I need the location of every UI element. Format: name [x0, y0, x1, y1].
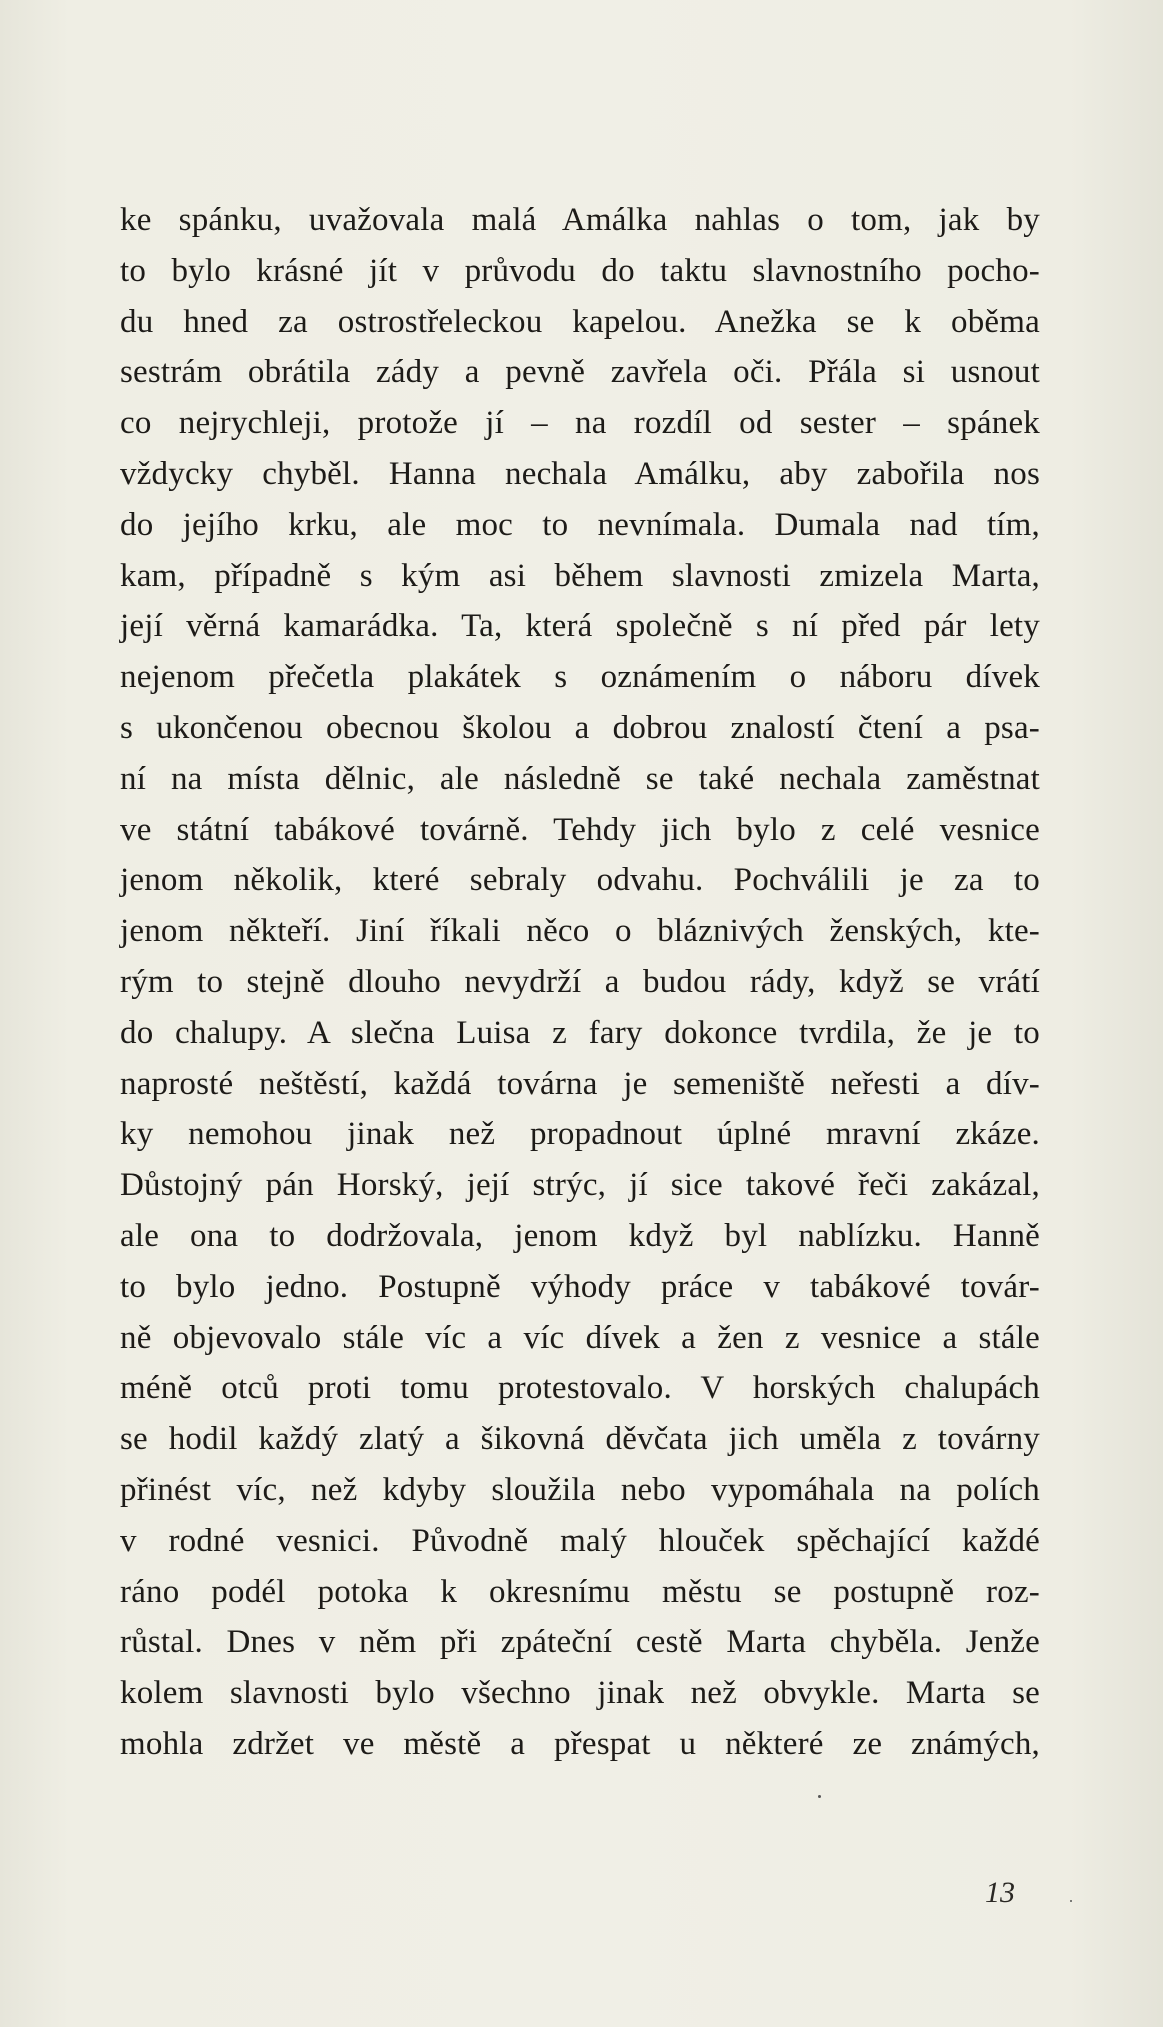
- text-line: kam, případně s kým asi během slavnosti zmizela Marta,: [120, 557, 1040, 594]
- text-line: sestrám obrátila zády a pevně zavřela oči. Přála si usnout: [120, 354, 1040, 391]
- paper-speck: [1070, 1900, 1072, 1902]
- text-line: ky nemohou jinak než propadnout úplné mravní zkáze.: [120, 1116, 1040, 1153]
- text-line: mohla zdržet ve městě a přespat u některé ze známých,: [120, 1725, 1040, 1762]
- text-line: v rodné vesnici. Původně malý hlouček spěchající každé: [120, 1522, 1040, 1559]
- text-line: jenom někteří. Jiní říkali něco o bláznivých ženských, kte-: [120, 913, 1040, 950]
- text-line: to bylo jedno. Postupně výhody práce v tabákové továr-: [120, 1268, 1040, 1305]
- text-line: ráno podél potoka k okresnímu městu se postupně roz-: [120, 1573, 1040, 1610]
- text-line: kolem slavnosti bylo všechno jinak než obvykle. Marta se: [120, 1675, 1040, 1712]
- text-line: Důstojný pán Horský, její strýc, jí sice takové řeči zakázal,: [120, 1167, 1040, 1204]
- text-line: ke spánku, uvažovala malá Amálka nahlas o tom, jak by: [120, 202, 1040, 238]
- text-line: ve státní tabákové továrně. Tehdy jich bylo z celé vesnice: [120, 811, 1040, 848]
- text-line: do chalupy. A slečna Luisa z fary dokonce tvrdila, že je to: [120, 1014, 1040, 1051]
- text-line: to bylo krásné jít v průvodu do taktu slavnostního pocho-: [120, 252, 1040, 289]
- text-line: ně objevovalo stále víc a víc dívek a žen z vesnice a stále: [120, 1319, 1040, 1356]
- text-line: co nejrychleji, protože jí – na rozdíl od sester – spánek: [120, 405, 1040, 442]
- text-line: ní na místa dělnic, ale následně se také nechala zaměstnat: [120, 760, 1040, 797]
- text-line: jenom několik, které sebraly odvahu. Pochválili je za to: [120, 862, 1040, 899]
- text-line: ale ona to dodržovala, jenom když byl nablízku. Hanně: [120, 1217, 1040, 1254]
- text-line: s ukončenou obecnou školou a dobrou znalostí čtení a psa-: [120, 709, 1040, 746]
- text-line: nejenom přečetla plakátek s oznámením o náboru dívek: [120, 659, 1040, 696]
- text-line: přinést víc, než kdyby sloužila nebo vypomáhala na polích: [120, 1471, 1040, 1508]
- text-line: vždycky chyběl. Hanna nechala Amálku, aby zabořila nos: [120, 455, 1040, 492]
- text-line: do jejího krku, ale moc to nevnímala. Dumala nad tím,: [120, 506, 1040, 543]
- text-line: její věrná kamarádka. Ta, která společně s ní před pár lety: [120, 608, 1040, 645]
- paper-speck: [818, 1795, 821, 1798]
- body-text: [120, 195, 1040, 1770]
- text-line: naprosté neštěstí, každá továrna je semeniště neřesti a dív-: [120, 1065, 1040, 1102]
- text-line: du hned za ostrostřeleckou kapelou. Anežka se k oběma: [120, 303, 1040, 340]
- page-number: 13: [985, 1876, 1015, 1909]
- text-line: se hodil každý zlatý a šikovná děvčata jich uměla z továrny: [120, 1421, 1040, 1458]
- text-line: růstal. Dnes v něm při zpáteční cestě Marta chyběla. Jenže: [120, 1624, 1040, 1661]
- text-line: rým to stejně dlouho nevydrží a budou rády, když se vrátí: [120, 963, 1040, 1000]
- text-line: méně otců proti tomu protestovalo. V horských chalupách: [120, 1370, 1040, 1407]
